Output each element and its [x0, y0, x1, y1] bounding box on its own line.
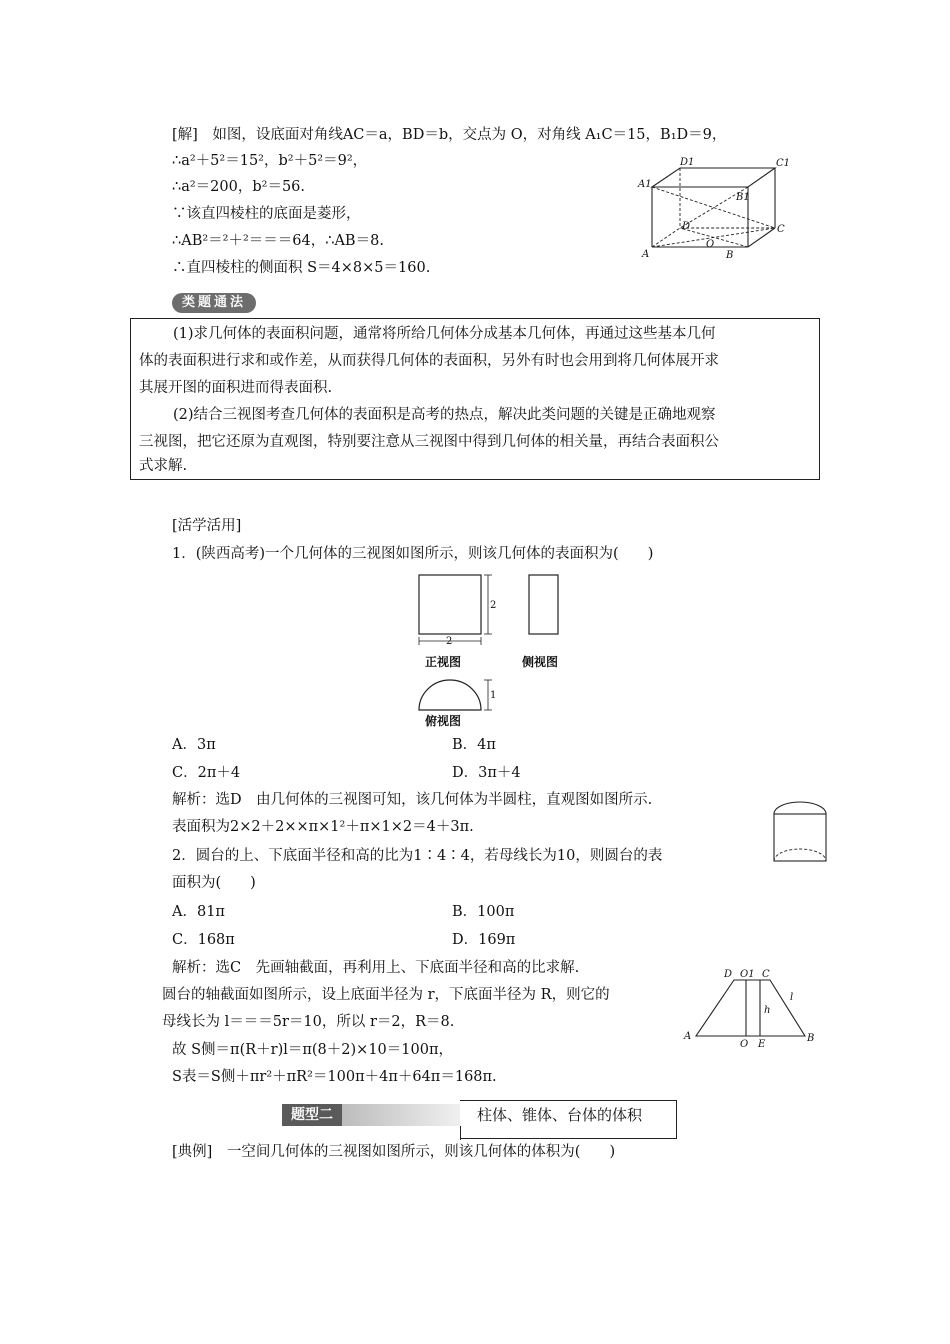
example-stem: [典例] 一空间几何体的三视图如图所示，则该几何体的体积为( )	[172, 1144, 616, 1160]
side-view-caption: 侧视图	[522, 655, 559, 669]
summary-p1c: 其展开图的面积进而得表面积.	[139, 380, 333, 396]
solution-line-2: ∴a²＋5²＝15²，b²＋5²＝9²，	[172, 153, 368, 169]
q2-stem-1: 2．圆台的上、下底面半径和高的比为1∶4∶4，若母线长为10，则圆台的表	[172, 848, 663, 864]
solution-line-1: [解] 如图，设底面对角线AC＝a，BD＝b，交点为 O，对角线 A₁C＝15，B₁D＝9，	[172, 127, 727, 143]
section-title-bar	[272, 1100, 678, 1142]
label-a1: A1	[638, 179, 652, 190]
q2-option-d: D．169π	[452, 932, 516, 948]
top-view-caption: 俯视图	[425, 714, 462, 728]
q2-analysis-2: 圆台的轴截面如图所示，设上底面半径为 r，下底面半径为 R，则它的	[162, 987, 610, 1003]
label-d1: D1	[680, 157, 695, 168]
top-height-dim: 1	[490, 690, 497, 701]
frustum-section-figure	[680, 965, 820, 1050]
solution-line-5: ∴AB²＝²＋²＝＝＝64，∴AB＝8.	[172, 233, 384, 249]
q1-stem: 1．(陕西高考)一个几何体的三视图如图所示，则该几何体的表面积为( )	[172, 546, 654, 562]
method-badge: 类题通法	[172, 293, 256, 313]
solution-line-4: ∵该直四棱柱的底面是菱形，	[172, 206, 361, 222]
label-frustum-d: D	[724, 969, 733, 980]
practice-header: [活学活用]	[172, 518, 242, 534]
half-cylinder-figure	[770, 800, 830, 866]
top-view	[419, 680, 481, 710]
front-view-caption: 正视图	[425, 655, 462, 669]
q2-option-a: A．81π	[172, 904, 225, 920]
label-c: C	[777, 224, 785, 235]
label-d: D	[682, 221, 691, 232]
label-a: A	[642, 249, 650, 260]
label-frustum-h: h	[764, 1005, 771, 1016]
summary-p1b: 体的表面积进行求和或作差，从而获得几何体的表面积，另外有时也会用到将几何体展开求	[139, 353, 719, 369]
label-o: O	[706, 239, 715, 250]
section-tick	[460, 1126, 461, 1140]
prism-figure	[630, 150, 800, 265]
section-title: 柱体、锥体、台体的体积	[477, 1106, 643, 1124]
front-view	[419, 575, 481, 634]
three-view-figure	[410, 570, 580, 730]
label-c1: C1	[776, 158, 791, 169]
label-frustum-c: C	[762, 969, 770, 980]
label-frustum-l: l	[790, 992, 794, 1003]
side-view	[529, 575, 558, 634]
label-b1: B1	[736, 192, 750, 203]
q1-option-d: D．3π＋4	[452, 765, 521, 781]
q2-analysis-1: 解析：选C 先画轴截面，再利用上、下底面半径和高的比求解.	[172, 960, 580, 976]
label-frustum-o1: O1	[740, 969, 755, 980]
label-frustum-e: E	[758, 1039, 766, 1050]
summary-box	[130, 318, 820, 480]
q2-analysis-5: S表＝S侧＋πr²＋πR²＝100π＋4π＋64π＝168π.	[172, 1069, 497, 1085]
label-frustum-a: A	[684, 1031, 692, 1042]
label-frustum-o: O	[740, 1039, 749, 1050]
solution-line-6: ∴直四棱柱的侧面积 S＝4×8×5＝160.	[172, 260, 431, 276]
q2-stem-2: 面积为( )	[172, 875, 256, 891]
summary-p2b: 三视图，把它还原为直观图，特别要注意从三视图中得到几何体的相关量，再结合表面积公	[139, 434, 719, 450]
q1-analysis-1: 解析：选D 由几何体的三视图可知，该几何体为半圆柱，直观图如图所示.	[172, 792, 653, 808]
q1-analysis-2: 表面积为2×2＋2××π×1²＋π×1×2＝4＋3π.	[172, 819, 474, 835]
summary-p1a: (1)求几何体的表面积问题，通常将所给几何体分成基本几何体，再通过这些基本几何	[173, 326, 716, 342]
q2-analysis-3: 母线长为 l＝＝＝5r＝10，所以 r＝2，R＝8.	[162, 1014, 455, 1030]
q1-option-b: B．4π	[452, 737, 496, 753]
label-frustum-b: B	[807, 1033, 815, 1044]
summary-p2c: 式求解.	[139, 458, 188, 474]
solution-line-3: ∴a²＝200，b²＝56.	[172, 179, 306, 195]
front-width-dim: 2	[446, 636, 453, 647]
label-b: B	[726, 250, 734, 261]
q2-option-c: C．168π	[172, 932, 235, 948]
q1-option-a: A．3π	[172, 737, 216, 753]
q2-analysis-4: 故 S侧＝π(R＋r)l＝π(8＋2)×10＝100π，	[172, 1042, 453, 1058]
section-tag: 题型二	[282, 1104, 342, 1126]
q2-option-b: B．100π	[452, 904, 515, 920]
q1-option-c: C．2π＋4	[172, 765, 241, 781]
summary-p2a: (2)结合三视图考查几何体的表面积是高考的热点，解决此类问题的关键是正确地观察	[173, 407, 716, 423]
front-height-dim: 2	[490, 600, 497, 611]
